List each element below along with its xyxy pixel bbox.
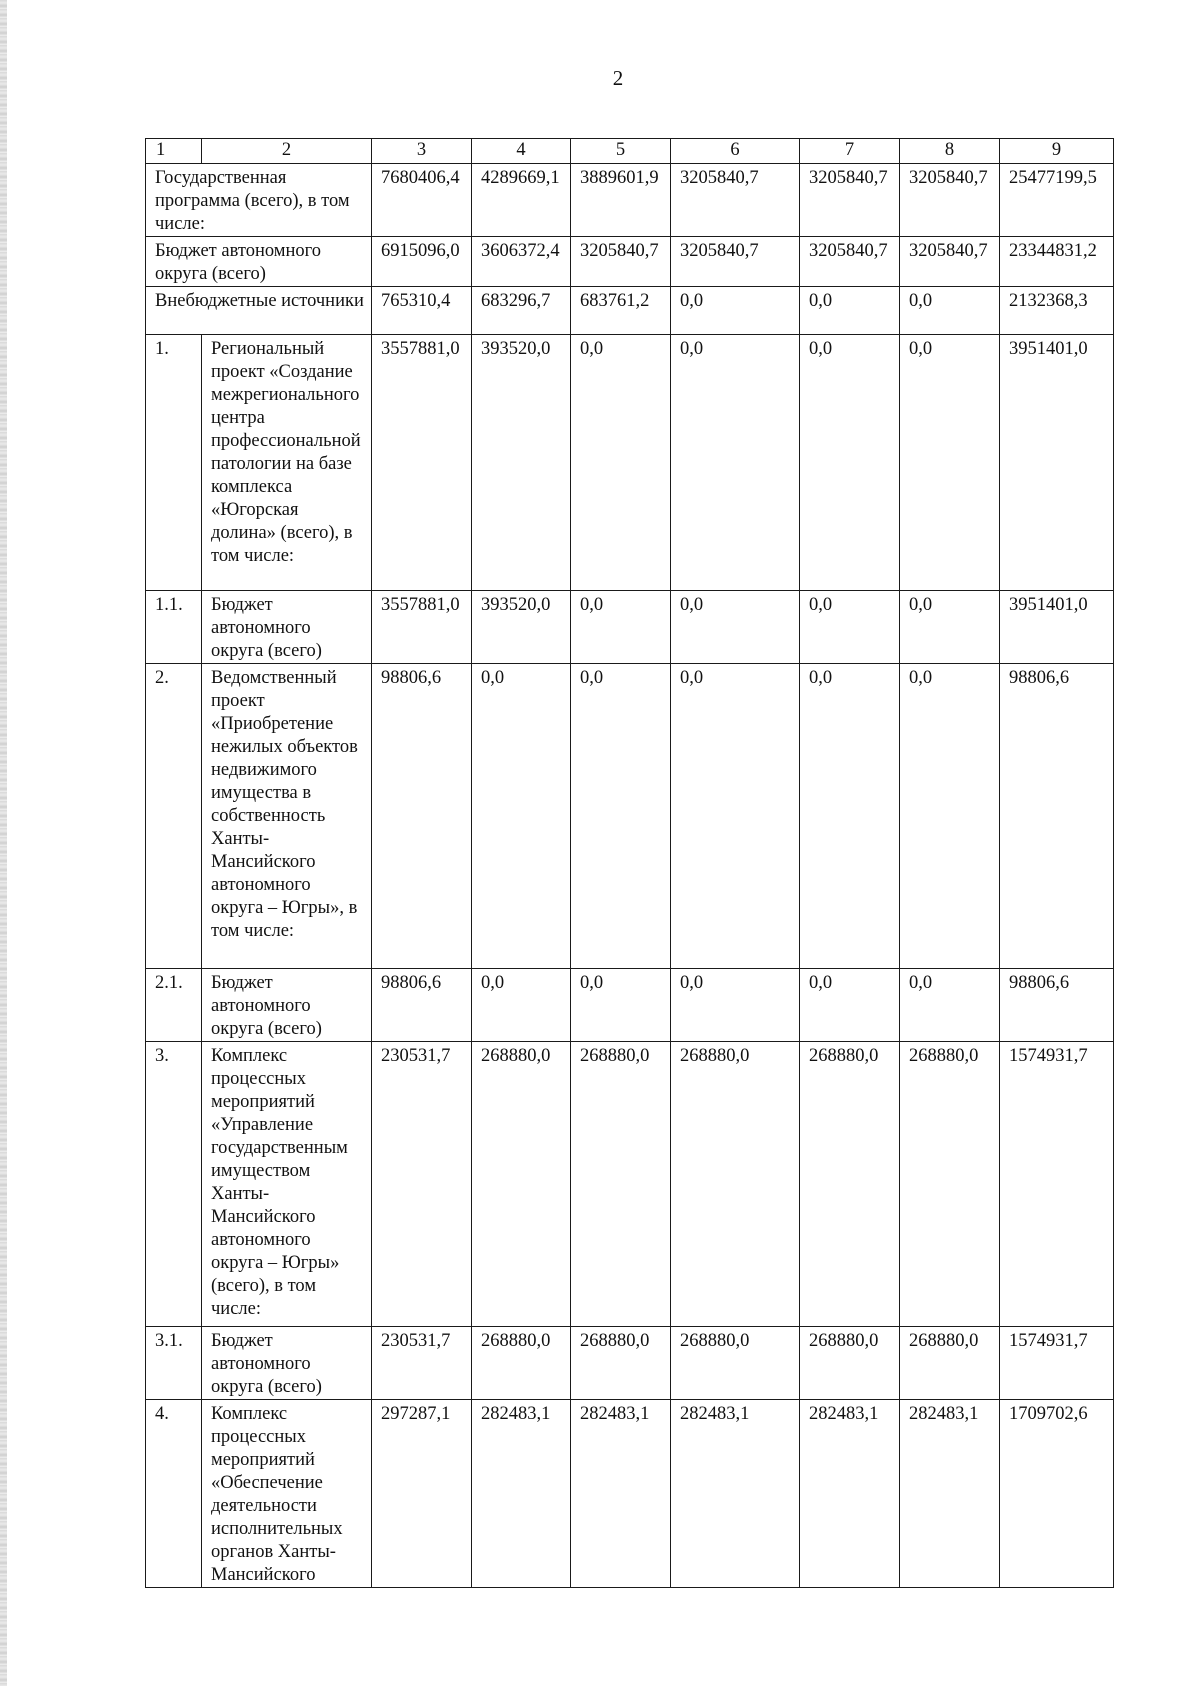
value-cell: 0,0 bbox=[671, 287, 800, 335]
header-cell: 8 bbox=[900, 139, 1000, 164]
value-cell: 0,0 bbox=[671, 969, 800, 1042]
value-cell: 268880,0 bbox=[900, 1327, 1000, 1400]
value-cell: 230531,7 bbox=[372, 1327, 472, 1400]
value-cell: 2132368,3 bbox=[1000, 287, 1114, 335]
value-cell: 3951401,0 bbox=[1000, 335, 1114, 591]
value-cell: 0,0 bbox=[800, 335, 900, 591]
value-cell: 268880,0 bbox=[671, 1042, 800, 1327]
row-name: Бюджет автономного округа (всего) bbox=[202, 1327, 372, 1400]
value-cell: 3205840,7 bbox=[900, 164, 1000, 237]
row-number: 2.1. bbox=[146, 969, 202, 1042]
value-cell: 1574931,7 bbox=[1000, 1327, 1114, 1400]
value-cell: 0,0 bbox=[900, 591, 1000, 664]
summary-row bbox=[146, 164, 1114, 237]
value-cell: 0,0 bbox=[671, 591, 800, 664]
value-cell: 3205840,7 bbox=[900, 237, 1000, 287]
value-cell: 0,0 bbox=[900, 287, 1000, 335]
table-row bbox=[146, 1400, 1114, 1588]
value-cell: 268880,0 bbox=[671, 1327, 800, 1400]
row-number: 4. bbox=[146, 1400, 202, 1588]
value-cell: 0,0 bbox=[800, 664, 900, 969]
value-cell: 0,0 bbox=[671, 664, 800, 969]
table-row bbox=[146, 335, 1114, 591]
value-cell: 0,0 bbox=[800, 287, 900, 335]
value-cell: 1574931,7 bbox=[1000, 1042, 1114, 1327]
scan-edge bbox=[0, 0, 7, 1686]
value-cell: 282483,1 bbox=[571, 1400, 671, 1588]
value-cell: 0,0 bbox=[800, 969, 900, 1042]
value-cell: 282483,1 bbox=[800, 1400, 900, 1588]
table-row bbox=[146, 1327, 1114, 1400]
value-cell: 268880,0 bbox=[800, 1327, 900, 1400]
row-name: Государственная программа (всего), в том числе: bbox=[146, 164, 372, 237]
value-cell: 230531,7 bbox=[372, 1042, 472, 1327]
value-cell: 268880,0 bbox=[571, 1327, 671, 1400]
value-cell: 297287,1 bbox=[372, 1400, 472, 1588]
value-cell: 3557881,0 bbox=[372, 335, 472, 591]
value-cell: 0,0 bbox=[571, 335, 671, 591]
value-cell: 0,0 bbox=[571, 591, 671, 664]
summary-row bbox=[146, 237, 1114, 287]
value-cell: 3205840,7 bbox=[571, 237, 671, 287]
value-cell: 6915096,0 bbox=[372, 237, 472, 287]
value-cell: 765310,4 bbox=[372, 287, 472, 335]
value-cell: 3205840,7 bbox=[800, 164, 900, 237]
header-cell: 5 bbox=[571, 139, 671, 164]
value-cell: 25477199,5 bbox=[1000, 164, 1114, 237]
row-name: Бюджет автономного округа (всего) bbox=[202, 969, 372, 1042]
table-row bbox=[146, 1042, 1114, 1327]
value-cell: 0,0 bbox=[571, 969, 671, 1042]
value-cell: 3889601,9 bbox=[571, 164, 671, 237]
row-number: 1. bbox=[146, 335, 202, 591]
value-cell: 282483,1 bbox=[900, 1400, 1000, 1588]
table-header-row bbox=[146, 139, 1114, 164]
value-cell: 268880,0 bbox=[800, 1042, 900, 1327]
value-cell: 268880,0 bbox=[900, 1042, 1000, 1327]
value-cell: 98806,6 bbox=[1000, 969, 1114, 1042]
value-cell: 393520,0 bbox=[472, 591, 571, 664]
value-cell: 3205840,7 bbox=[671, 164, 800, 237]
value-cell: 98806,6 bbox=[1000, 664, 1114, 969]
row-name: Ведомственный проект «Приобретение нежилых объектов недвижимого имущества в собственность Ханты-Мансийского автономного округа – Югры», в том числе: bbox=[202, 664, 372, 969]
value-cell: 0,0 bbox=[571, 664, 671, 969]
value-cell: 3557881,0 bbox=[372, 591, 472, 664]
value-cell: 0,0 bbox=[472, 969, 571, 1042]
value-cell: 0,0 bbox=[800, 591, 900, 664]
table-row bbox=[146, 969, 1114, 1042]
header-cell: 9 bbox=[1000, 139, 1114, 164]
budget-table bbox=[145, 138, 1114, 1588]
summary-row bbox=[146, 287, 1114, 335]
row-name: Бюджет автономного округа (всего) bbox=[146, 237, 372, 287]
row-number: 2. bbox=[146, 664, 202, 969]
row-number: 1.1. bbox=[146, 591, 202, 664]
value-cell: 268880,0 bbox=[472, 1327, 571, 1400]
row-number: 3. bbox=[146, 1042, 202, 1327]
header-cell: 3 bbox=[372, 139, 472, 164]
header-cell: 4 bbox=[472, 139, 571, 164]
row-name: Региональный проект «Создание межрегионального центра профессиональной патологии на базе комплекса «Югорская долина» (всего), в том числе: bbox=[202, 335, 372, 591]
page-number: 2 bbox=[612, 66, 624, 90]
value-cell: 1709702,6 bbox=[1000, 1400, 1114, 1588]
value-cell: 282483,1 bbox=[671, 1400, 800, 1588]
value-cell: 0,0 bbox=[900, 664, 1000, 969]
value-cell: 98806,6 bbox=[372, 969, 472, 1042]
value-cell: 0,0 bbox=[900, 335, 1000, 591]
row-number: 3.1. bbox=[146, 1327, 202, 1400]
value-cell: 268880,0 bbox=[472, 1042, 571, 1327]
value-cell: 23344831,2 bbox=[1000, 237, 1114, 287]
value-cell: 3606372,4 bbox=[472, 237, 571, 287]
value-cell: 0,0 bbox=[900, 969, 1000, 1042]
value-cell: 268880,0 bbox=[571, 1042, 671, 1327]
value-cell: 0,0 bbox=[671, 335, 800, 591]
value-cell: 3205840,7 bbox=[800, 237, 900, 287]
row-name: Комплекс процессных мероприятий «Управление государственным имуществом Ханты-Мансийского автономного округа – Югры» (всего), в том числе: bbox=[202, 1042, 372, 1327]
value-cell: 683296,7 bbox=[472, 287, 571, 335]
value-cell: 4289669,1 bbox=[472, 164, 571, 237]
value-cell: 98806,6 bbox=[372, 664, 472, 969]
header-cell: 1 bbox=[146, 139, 202, 164]
table-row bbox=[146, 591, 1114, 664]
value-cell: 3951401,0 bbox=[1000, 591, 1114, 664]
header-cell: 2 bbox=[202, 139, 372, 164]
value-cell: 393520,0 bbox=[472, 335, 571, 591]
row-name: Внебюджетные источники bbox=[146, 287, 372, 335]
table-row bbox=[146, 664, 1114, 969]
header-cell: 6 bbox=[671, 139, 800, 164]
header-cell: 7 bbox=[800, 139, 900, 164]
value-cell: 683761,2 bbox=[571, 287, 671, 335]
value-cell: 3205840,7 bbox=[671, 237, 800, 287]
value-cell: 0,0 bbox=[472, 664, 571, 969]
value-cell: 7680406,4 bbox=[372, 164, 472, 237]
row-name: Бюджет автономного округа (всего) bbox=[202, 591, 372, 664]
value-cell: 282483,1 bbox=[472, 1400, 571, 1588]
row-name: Комплекс процессных мероприятий «Обеспечение деятельности исполнительных органов Ханты-Мансийского bbox=[202, 1400, 372, 1588]
